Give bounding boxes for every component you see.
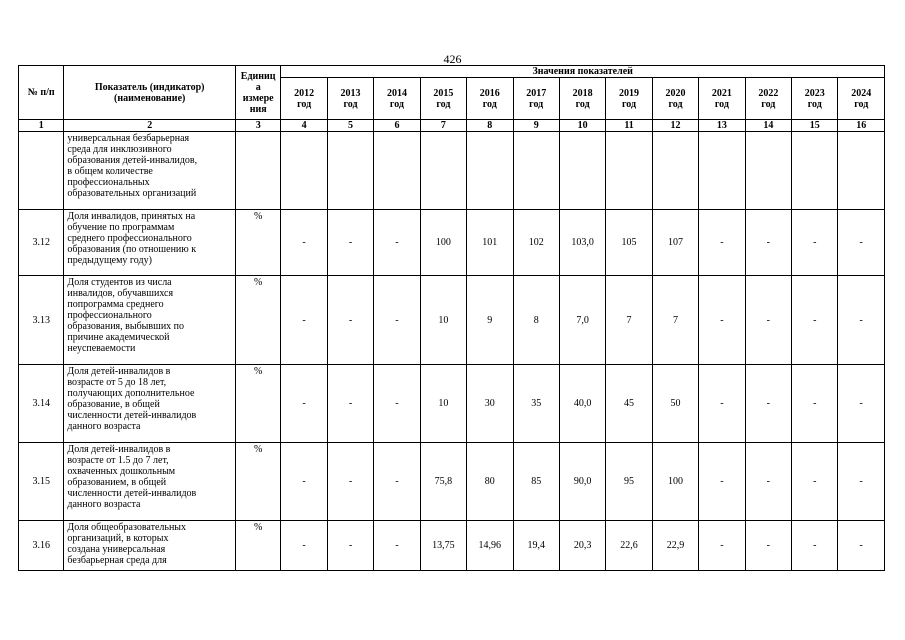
value-cell: 19,4 bbox=[513, 521, 559, 571]
value-cell bbox=[699, 132, 745, 210]
indicator-name: универсальная безбарьерная среда для инклюзивного образования детей-инвалидов, в общем количестве профессиональных образовательных организаций bbox=[64, 132, 236, 210]
value-cell: 10 bbox=[420, 276, 466, 365]
value-cell: 20,3 bbox=[559, 521, 605, 571]
value-cell: - bbox=[327, 521, 373, 571]
indicators-table bbox=[18, 65, 885, 571]
value-cell bbox=[513, 132, 559, 210]
value-cell bbox=[281, 132, 327, 210]
value-cell: - bbox=[374, 443, 420, 521]
column-number: 8 bbox=[467, 120, 513, 132]
value-cell: - bbox=[745, 210, 791, 276]
value-cell: - bbox=[792, 210, 838, 276]
value-cell: - bbox=[699, 276, 745, 365]
value-cell bbox=[792, 132, 838, 210]
value-cell: 107 bbox=[652, 210, 698, 276]
column-number: 2 bbox=[64, 120, 236, 132]
column-number: 4 bbox=[281, 120, 327, 132]
value-cell bbox=[374, 132, 420, 210]
value-cell: - bbox=[699, 365, 745, 443]
value-cell: - bbox=[327, 365, 373, 443]
value-cell: 7 bbox=[652, 276, 698, 365]
value-cell: 103,0 bbox=[559, 210, 605, 276]
value-cell: - bbox=[374, 210, 420, 276]
value-cell: - bbox=[838, 276, 885, 365]
page-number: 426 bbox=[443, 52, 462, 66]
column-number: 10 bbox=[559, 120, 605, 132]
column-number: 16 bbox=[838, 120, 885, 132]
header-year: 2012 год bbox=[281, 78, 327, 120]
value-cell: - bbox=[327, 210, 373, 276]
table-row bbox=[19, 521, 885, 571]
value-cell bbox=[327, 132, 373, 210]
column-number: 11 bbox=[606, 120, 652, 132]
value-cell bbox=[420, 132, 466, 210]
value-cell: 45 bbox=[606, 365, 652, 443]
unit-cell: % bbox=[235, 443, 280, 521]
value-cell: - bbox=[699, 210, 745, 276]
value-cell: - bbox=[745, 365, 791, 443]
value-cell: 35 bbox=[513, 365, 559, 443]
value-cell: 100 bbox=[652, 443, 698, 521]
row-number: 3.13 bbox=[19, 276, 64, 365]
value-cell: 95 bbox=[606, 443, 652, 521]
value-cell: 80 bbox=[467, 443, 513, 521]
value-cell: - bbox=[792, 443, 838, 521]
column-number: 3 bbox=[235, 120, 280, 132]
value-cell: 7,0 bbox=[559, 276, 605, 365]
unit-cell: % bbox=[235, 210, 280, 276]
unit-cell bbox=[235, 132, 280, 210]
row-number: 3.16 bbox=[19, 521, 64, 571]
value-cell: 13,75 bbox=[420, 521, 466, 571]
value-cell: - bbox=[374, 365, 420, 443]
value-cell: - bbox=[838, 443, 885, 521]
column-number: 14 bbox=[745, 120, 791, 132]
header-year: 2020 год bbox=[652, 78, 698, 120]
value-cell: 105 bbox=[606, 210, 652, 276]
header-year: 2022 год bbox=[745, 78, 791, 120]
value-cell bbox=[467, 132, 513, 210]
value-cell: - bbox=[792, 521, 838, 571]
value-cell: 30 bbox=[467, 365, 513, 443]
indicator-name: Доля инвалидов, принятых на обучение по программам среднего профессионального образования (по отношению к предыдущему году) bbox=[64, 210, 236, 276]
value-cell: 85 bbox=[513, 443, 559, 521]
value-cell: - bbox=[838, 365, 885, 443]
header-year: 2015 год bbox=[420, 78, 466, 120]
header-year: 2014 год bbox=[374, 78, 420, 120]
header-indicator: Показатель (индикатор) (наименование) bbox=[64, 66, 236, 120]
value-cell: 101 bbox=[467, 210, 513, 276]
value-cell: - bbox=[838, 521, 885, 571]
value-cell bbox=[652, 132, 698, 210]
row-number: 3.15 bbox=[19, 443, 64, 521]
value-cell: 22,9 bbox=[652, 521, 698, 571]
value-cell: 102 bbox=[513, 210, 559, 276]
value-cell: - bbox=[374, 276, 420, 365]
value-cell: 9 bbox=[467, 276, 513, 365]
value-cell: 14,96 bbox=[467, 521, 513, 571]
table-row bbox=[19, 132, 885, 210]
value-cell bbox=[745, 132, 791, 210]
value-cell: - bbox=[281, 521, 327, 571]
header-year: 2024 год bbox=[838, 78, 885, 120]
header-year: 2023 год bbox=[792, 78, 838, 120]
unit-cell: % bbox=[235, 276, 280, 365]
unit-cell: % bbox=[235, 365, 280, 443]
value-cell: 100 bbox=[420, 210, 466, 276]
indicator-name: Доля студентов из числа инвалидов, обучавшихся попрограмма среднего профессионального образования, выбывших по причине академической неуспеваемости bbox=[64, 276, 236, 365]
header-year: 2017 год bbox=[513, 78, 559, 120]
table-row bbox=[19, 365, 885, 443]
header-year: 2019 год bbox=[606, 78, 652, 120]
header-year: 2018 год bbox=[559, 78, 605, 120]
value-cell: - bbox=[745, 276, 791, 365]
column-number: 9 bbox=[513, 120, 559, 132]
value-cell: - bbox=[374, 521, 420, 571]
value-cell: - bbox=[281, 276, 327, 365]
value-cell: 7 bbox=[606, 276, 652, 365]
value-cell: - bbox=[327, 276, 373, 365]
value-cell: - bbox=[745, 443, 791, 521]
column-number: 13 bbox=[699, 120, 745, 132]
column-number: 5 bbox=[327, 120, 373, 132]
column-number: 12 bbox=[652, 120, 698, 132]
value-cell: - bbox=[281, 210, 327, 276]
row-number: 3.14 bbox=[19, 365, 64, 443]
header-year: 2013 год bbox=[327, 78, 373, 120]
value-cell: 90,0 bbox=[559, 443, 605, 521]
indicator-name: Доля общеобразовательных организаций, в которых создана универсальная безбарьерная среда для bbox=[64, 521, 236, 571]
value-cell: - bbox=[281, 365, 327, 443]
table-row bbox=[19, 443, 885, 521]
column-number: 15 bbox=[792, 120, 838, 132]
value-cell: - bbox=[699, 521, 745, 571]
table-row bbox=[19, 210, 885, 276]
value-cell: 22,6 bbox=[606, 521, 652, 571]
indicator-name: Доля детей-инвалидов в возрасте от 5 до 18 лет, получающих дополнительное образование, в общей численности детей-инвалидов данного возраста bbox=[64, 365, 236, 443]
unit-cell: % bbox=[235, 521, 280, 571]
value-cell bbox=[838, 132, 885, 210]
table-row bbox=[19, 276, 885, 365]
column-number: 1 bbox=[19, 120, 64, 132]
header-year: 2016 год bbox=[467, 78, 513, 120]
column-number: 7 bbox=[420, 120, 466, 132]
header-year: 2021 год bbox=[699, 78, 745, 120]
value-cell bbox=[559, 132, 605, 210]
value-cell: - bbox=[745, 521, 791, 571]
value-cell: - bbox=[792, 276, 838, 365]
row-number: 3.12 bbox=[19, 210, 64, 276]
header-unit: Единиц а измере ния bbox=[235, 66, 280, 120]
value-cell: - bbox=[792, 365, 838, 443]
value-cell: 40,0 bbox=[559, 365, 605, 443]
value-cell: 75,8 bbox=[420, 443, 466, 521]
value-cell bbox=[606, 132, 652, 210]
indicator-name: Доля детей-инвалидов в возрасте от 1.5 до 7 лет, охваченных дошкольным образованием, в общей численности детей-инвалидов данного возраста bbox=[64, 443, 236, 521]
value-cell: 8 bbox=[513, 276, 559, 365]
column-number: 6 bbox=[374, 120, 420, 132]
header-num: № п/п bbox=[19, 66, 64, 120]
value-cell: 50 bbox=[652, 365, 698, 443]
value-cell: 10 bbox=[420, 365, 466, 443]
header-values-group: Значения показателей bbox=[281, 66, 885, 78]
value-cell: - bbox=[327, 443, 373, 521]
value-cell: - bbox=[281, 443, 327, 521]
value-cell: - bbox=[838, 210, 885, 276]
row-number bbox=[19, 132, 64, 210]
value-cell: - bbox=[699, 443, 745, 521]
